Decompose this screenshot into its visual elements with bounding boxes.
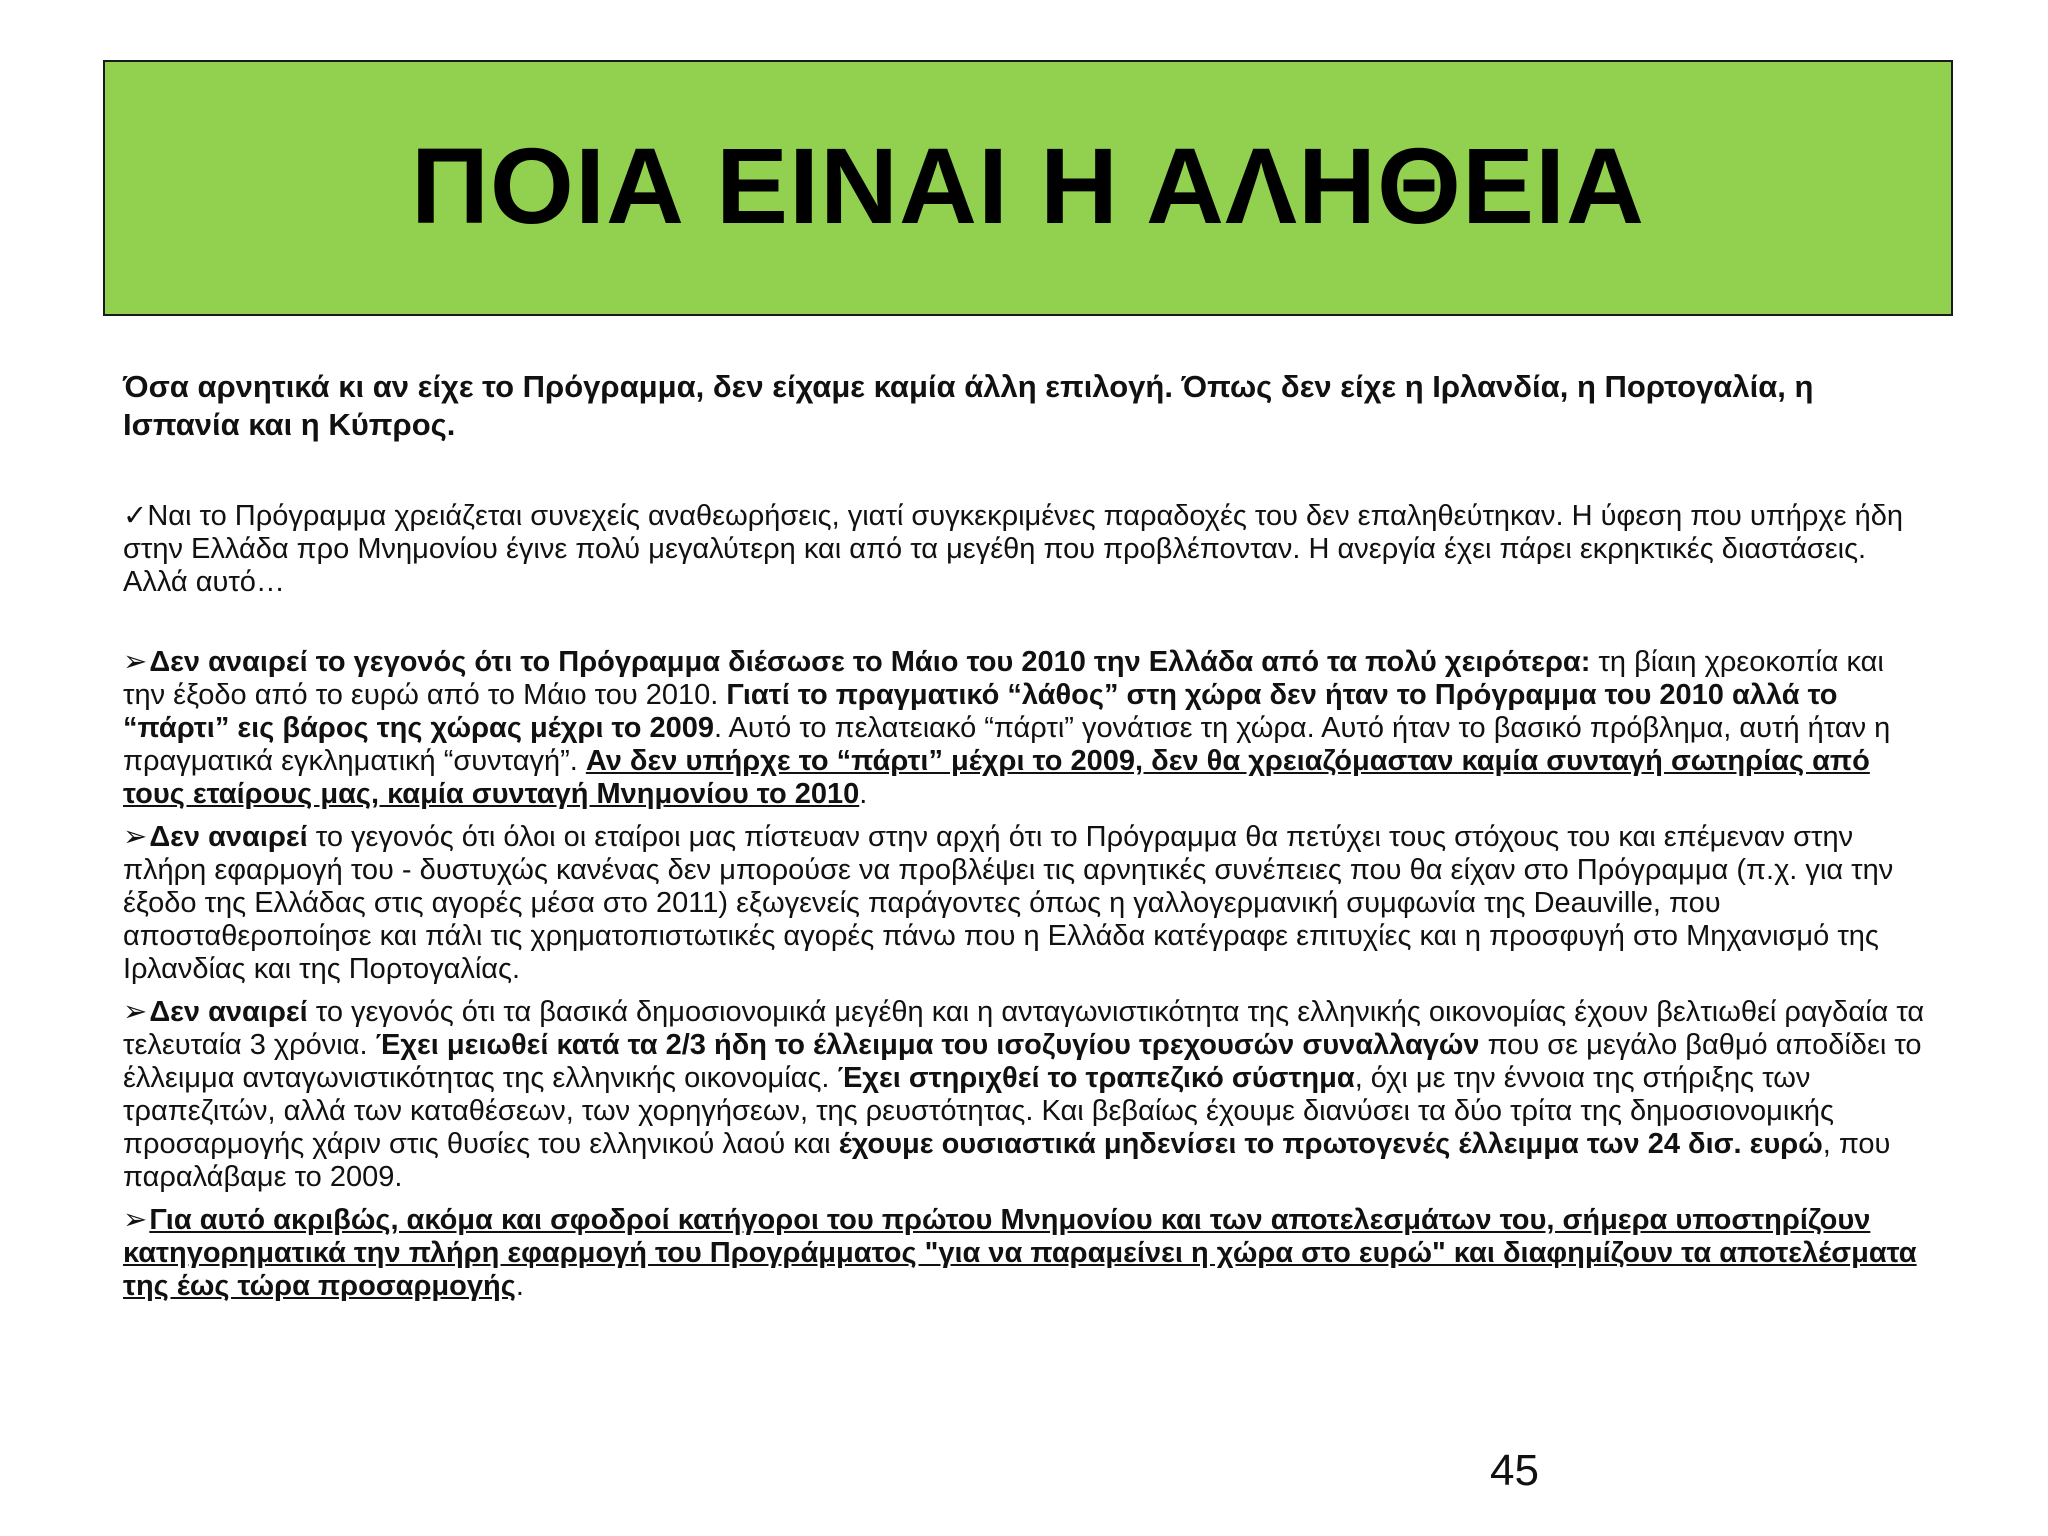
point-3 [123,996,1933,1194]
point-3-emphasis-1: Έχει μειωθεί κατά τα 2/3 ήδη το έλλειμμα του ισοζυγίου τρεχουσών συναλλαγών [375,1029,1480,1061]
point-1-text-2: . Αυτό το πελατειακό “πάρτι” γονάτισε τη χώρα. Αυτό ήταν το βασικό πρόβλημα, αυτή ήταν η πραγματικά εγκληματική “συνταγή”. [123,712,1891,777]
slide-title: ΠΟΙΑ ΕΙΝΑΙ Η ΑΛΗΘΕΙΑ [410,124,1646,246]
check-paragraph [123,500,1933,599]
title-banner [103,60,1953,316]
arrow-bullet-icon: ➢ [123,646,148,678]
point-4-end: . [515,1270,524,1302]
point-3-emphasis-3: έχουμε ουσιαστικά μηδενίσει το πρωτογενές έλλειμμα των 24 δισ. ευρώ [838,1128,1823,1160]
point-2 [123,821,1933,986]
point-3-emphasis-2: Έχει στηριχθεί το τραπεζικό σύστημα [837,1062,1355,1094]
page-number: 45 [1490,1446,1539,1495]
arrow-bullet-icon: ➢ [123,821,148,853]
point-3-end: , που παραλάβαμε το 2009. [123,1128,1891,1193]
point-4 [123,1204,1933,1303]
point-3-lead: Δεν αναιρεί [149,996,308,1028]
point-3-text-2: που σε μεγάλο βαθμό αποδίδει το έλλειμμα ανταγωνιστικότητας της ελληνικής οικονομίας. [123,1029,1922,1094]
checkmark-icon: ✓ [123,500,148,532]
arrow-bullet-icon: ➢ [123,996,148,1028]
point-1 [123,646,1933,811]
intro-paragraph: Όσα αρνητικά κι αν είχε το Πρόγραμμα, δεν είχαμε καμία άλλη επιλογή. Όπως δεν είχε η Ιρλανδία, η Πορτογαλία, η Ισπανία και η Κύπρος. [123,369,1814,442]
slide-body [123,368,1933,1313]
point-1-emphasis: Γιατί το πραγματικό “λάθος” στη χώρα δεν ήταν το Πρόγραμμα του 2010 αλλά το “πάρτι” εις βάρος της χώρας μέχρι το 2009 [123,679,1838,744]
check-paragraph-text: Ναι το Πρόγραμμα χρειάζεται συνεχείς αναθεωρήσεις, γιατί συγκεκριμένες παραδοχές του δεν επαληθεύτηκαν. Η ύφεση που υπήρχε ήδη στην Ελλάδα προ Μνημονίου έγινε πολύ μεγαλύτερη και από τα μεγέθη που προβλέπονταν. Η ανεργία έχει πάρει εκρηκτικές διαστάσεις. Αλλά αυτό… [123,500,1904,598]
point-1-underlined: Αν δεν υπήρχε το “πάρτι” μέχρι το 2009, δεν θα χρειαζόμασταν καμία συνταγή σωτηρίας από τους εταίρους μας, καμία συνταγή Μνημονίου το 2010 [123,745,1870,810]
point-1-lead: Δεν αναιρεί το γεγονός ότι το Πρόγραμμα διέσωσε το Μάιο του 2010 την Ελλάδα από τα πολύ χειρότερα: [149,646,1591,678]
point-1-end: . [859,778,868,810]
point-2-text: το γεγονός ότι όλοι οι εταίροι μας πίστευαν στην αρχή ότι το Πρόγραμμα θα πετύχει τους στόχους του και επέμεναν στην πλήρη εφαρμογή του - δυστυχώς κανένας δεν μπορούσε να προβλέψει τις αρνητικές συνέπειες που θα είχαν στο Πρόγραμμα (π.χ. για την έξοδο της Ελλάδας στις αγορές μέσα στο 2011) εξωγενείς παράγοντες όπως η γαλλογερμανική συμφωνία της Deauville, που αποσταθεροποίησε και πάλι τις χρηματοπιστωτικές αγορές πάνω που η Ελλάδα κατέγραφε επιτυχίες και η προσφυγή στο Μηχανισμό της Ιρλανδίας και της Πορτογαλίας. [123,821,1894,985]
point-2-lead: Δεν αναιρεί [149,821,308,853]
point-3-text: το γεγονός ότι τα βασικά δημοσιονομικά μεγέθη και η ανταγωνιστικότητα της ελληνικής οικονομίας έχουν βελτιωθεί ραγδαία τα τελευταία 3 χρόνια. [123,996,1925,1061]
point-1-text: τη βίαιη χρεοκοπία και την έξοδο από το ευρώ από το Μάιο του 2010. [123,646,1884,711]
point-3-text-3: , όχι με την έννοια της στήριξης των τραπεζιτών, αλλά των καταθέσεων, των χορηγήσεων, της ρευστότητας. Και βεβαίως έχουμε διανύσει τα δύο τρίτα της δημοσιονομικής προσαρμογής χάριν στις θυσίες του ελληνικού λαού και [123,1062,1834,1160]
arrow-bullet-icon: ➢ [123,1204,148,1236]
point-4-underlined: Για αυτό ακριβώς, ακόμα και σφοδροί κατήγοροι του πρώτου Μνημονίου και των αποτελεσμάτων του, σήμερα υποστηρίζουν κατηγορηματικά την πλήρη εφαρμογή του Προγράμματος "για να παραμείνει η χώρα στο ευρώ" και διαφημίζουν τα αποτελέσματα της έως τώρα προσαρμογής [123,1204,1917,1302]
